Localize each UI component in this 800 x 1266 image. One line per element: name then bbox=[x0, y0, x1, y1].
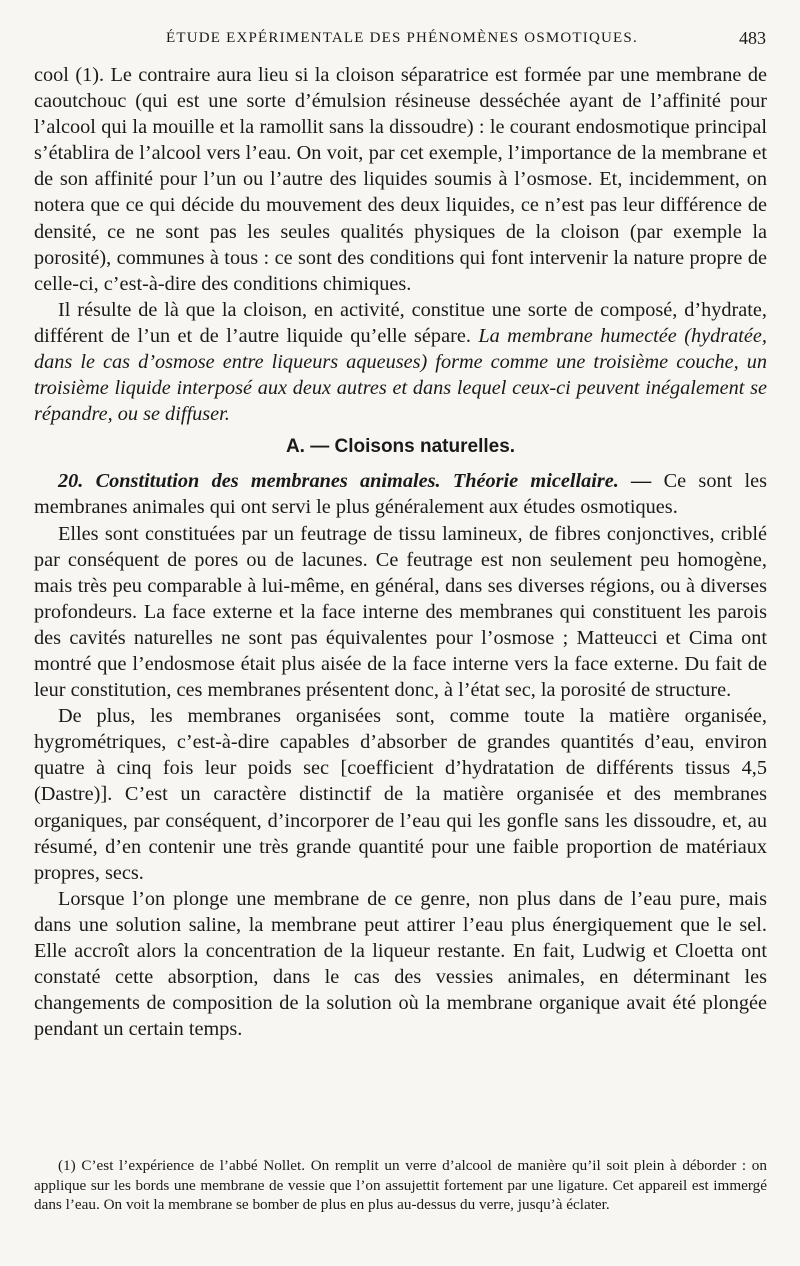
paragraph-2 bbox=[34, 297, 767, 427]
section-title: A. — Cloisons naturelles. bbox=[285, 436, 516, 458]
paragraph-5: De plus, les membranes organisées sont, comme toute la matière organisée, hygrométriques, c’est-à-dire capables d’absorber de grandes quantités d’eau, environ quatre à cinq fois leur poids sec [coefficient d’hydratation de différents tissus 4,5 (Dastre)]. C’est un caractère distinctif de la matière organisée et des membranes organiques, par conséquent, d’incorporer de l’eau qui les gonfle sans les dissoudre, et, au résumé, d’en contenir une très grande quantité pour une faible proportion de matériaux propres, secs. bbox=[34, 705, 767, 884]
page-number: 483 bbox=[739, 28, 766, 48]
paragraph-2-italic: La membrane humectée (hydratée, dans le cas d’osmose entre liqueurs aqueuses) forme comme une troisième couche, un troisième liquide interposé aux deux autres et dans lequel ceux-ci peuvent inégalement se répandre, ou se diffuser. bbox=[34, 324, 767, 426]
running-title: ÉTUDE EXPÉRIMENTALE DES PHÉNOMÈNES OSMOTIQUES. bbox=[166, 30, 638, 46]
paragraph-6: Lorsque l’on plonge une membrane de ce genre, non plus dans de l’eau pure, mais dans une solution saline, la membrane peut attirer l’eau plus énergiquement que le sel. Elle accroît alors la concentration de la liqueur restante. En fait, Ludwig et Cloetta ont constaté cette absorption, dans le cas des vessies animales, en déterminant les changements de composition de la solution où la membrane organique avait été plongée pendant un certain temps. bbox=[34, 887, 767, 1041]
paragraph-3 bbox=[34, 468, 767, 520]
body-text bbox=[34, 62, 767, 1042]
footnote-1: (1) C’est l’expérience de l’abbé Nollet. On remplit un verre d’alcool de manière qu’il soit plein à déborder : on applique sur les bords une membrane de vessie que l’on assujettit fortement par une ligature. Cet appareil est immergé dans l’eau. On voit la membrane se bomber de plus en plus au-dessus du verre, jusqu’à éclater. bbox=[34, 1157, 767, 1214]
paragraph-3-text: Ce sont les membranes animales qui ont servi le plus généralement aux études osmotiques. bbox=[34, 470, 768, 519]
paragraph-1: cool (1). Le contraire aura lieu si la cloison séparatrice est formée par une membrane de caoutchouc (qui est une sorte d’émulsion résineuse desséchée ayant de l’affinité pour l’alcool qui la mouille et la ramollit sans la dissoudre) : le courant endosmotique principal s’établira de l’alcool vers l’eau. On voit, par cet exemple, l’importance de la membrane et de son affinité pour l’un ou l’autre des liquides soumis à l’osmose. Et, incidemment, on notera que ce qui décide du mouvement des deux liquides, ce n’est pas leur différence de densité, ce ne sont pas les seules qualités physiques de la cloison (par exemple la porosité), communes à tous : ce sont des conditions qui font intervenir la nature propre de celle-ci, c’est-à-dire des conditions chimiques. bbox=[34, 64, 767, 295]
subsection-title: 20. Constitution des membranes animales. Théorie micellaire. — bbox=[58, 470, 652, 493]
paragraph-4: Elles sont constituées par un feutrage de tissu lamineux, de fibres conjonctives, criblé par conséquent de pores ou de lacunes. Ce feutrage est non seulement peu homogène, mais très peu comparable à lui-même, en général, dans ses diverses régions, ou à diverses profondeurs. La face externe et la face interne des membranes qui constituent les parois des cavités naturelles ne sont pas équivalentes pour l’osmose ; Matteucci et Cima ont montré que l’endosmose était plus aisée de la face interne vers la face externe. Du fait de leur constitution, ces membranes présentent donc, à l’état sec, la porosité de structure. bbox=[34, 522, 767, 702]
running-header bbox=[34, 30, 766, 54]
paragraph-2-plain: Il résulte de là que la cloison, en activité, constitue une sorte de composé, d’hydrate, différent de l’un et de l’autre liquide qu’elle sépare. bbox=[34, 298, 767, 347]
footnotes bbox=[34, 1156, 767, 1215]
